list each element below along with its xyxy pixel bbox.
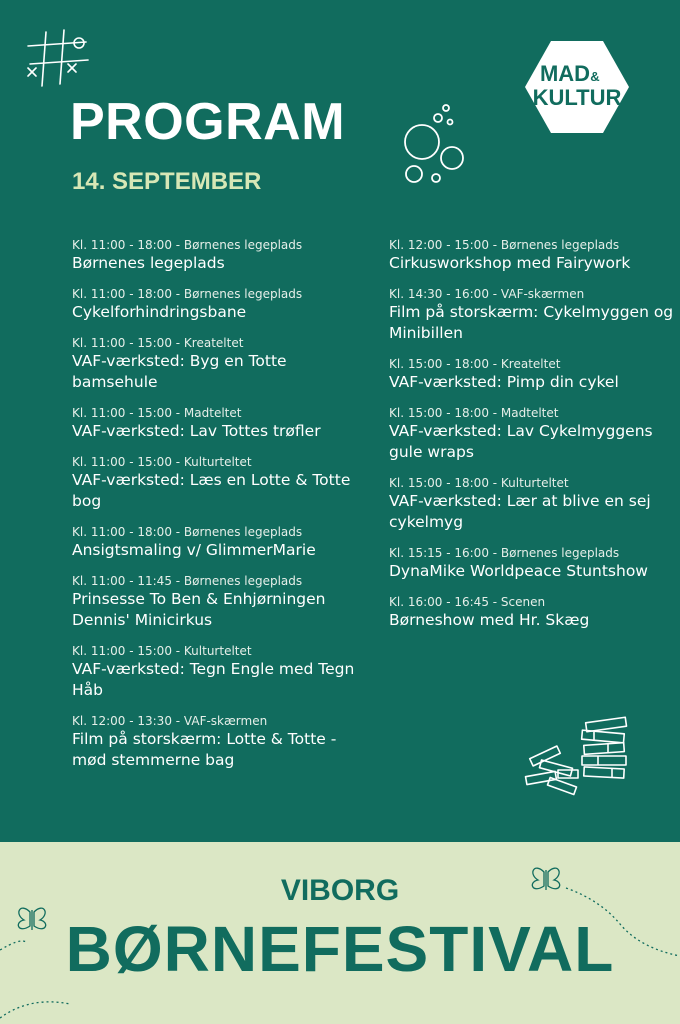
program-item-title: VAF-værksted: Byg en Totte bamsehule <box>72 352 287 391</box>
program-item <box>72 238 372 274</box>
program-item-time-location: Kl. 12:00 - 15:00 - Børnenes legeplads <box>389 238 620 252</box>
program-item-time-location: Kl. 11:00 - 18:00 - Børnenes legeplads <box>72 238 303 252</box>
program-item-time-location: Kl. 16:00 - 16:45 - Scenen <box>389 595 546 609</box>
program-item <box>389 595 679 631</box>
program-item <box>72 644 372 701</box>
program-item <box>389 476 679 533</box>
program-item-title: VAF-værksted: Tegn Engle med Tegn Håb <box>72 660 355 699</box>
page-title: PROGRAM <box>70 93 346 151</box>
program-item-title: Børneshow med Hr. Skæg <box>389 611 590 629</box>
program-item-time-location: Kl. 14:30 - 16:00 - VAF-skærmen <box>389 287 585 301</box>
program-item-time-location: Kl. 11:00 - 15:00 - Madteltet <box>72 406 242 420</box>
program-item <box>389 546 679 582</box>
program-item <box>72 406 372 442</box>
program-item-time-location: Kl. 11:00 - 18:00 - Børnenes legeplads <box>72 525 303 539</box>
program-item <box>72 455 372 512</box>
program-item-title: VAF-værksted: Læs en Lotte & Totte bog <box>72 471 351 510</box>
bubbles-icon <box>402 98 468 186</box>
program-item-time-location: Kl. 15:00 - 18:00 - Kreateltet <box>389 357 561 371</box>
festival-city: VIBORG <box>280 874 400 907</box>
program-item-title: VAF-værksted: Lav Tottes trøfler <box>72 422 321 440</box>
program-item-time-location: Kl. 11:00 - 18:00 - Børnenes legeplads <box>72 287 303 301</box>
program-item-time-location: Kl. 11:00 - 11:45 - Børnenes legeplads <box>72 574 303 588</box>
program-item-title: Prinsesse To Ben & Enhjørningen Dennis' Minicirkus <box>72 590 326 629</box>
jenga-blocks-icon <box>522 712 634 800</box>
events-left-column <box>72 238 372 784</box>
program-item-title: VAF-værksted: Lær at blive en sej cykelmyg <box>389 492 651 531</box>
program-item-title: Film på storskærm: Cykelmyggen og Minibillen <box>389 303 674 342</box>
program-item <box>389 357 679 393</box>
event-date: 14. SEPTEMBER <box>72 168 262 195</box>
program-item-time-location: Kl. 15:00 - 18:00 - Madteltet <box>389 406 559 420</box>
program-item-title: Ansigtsmaling v/ GlimmerMarie <box>72 541 316 559</box>
butterfly-icon <box>520 860 680 960</box>
mad-kultur-logo <box>525 41 629 133</box>
program-item-time-location: Kl. 12:00 - 13:30 - VAF-skærmen <box>72 714 268 728</box>
program-item-title: Cykelforhindringsbane <box>72 303 247 321</box>
program-item <box>72 525 372 561</box>
program-item-title: Film på storskærm: Lotte & Totte - mød stemmerne bag <box>72 730 337 769</box>
program-item-time-location: Kl. 15:00 - 18:00 - Kulturteltet <box>389 476 569 490</box>
program-item <box>72 287 372 323</box>
program-item-title: Cirkusworkshop med Fairywork <box>389 254 631 272</box>
program-item-time-location: Kl. 15:15 - 16:00 - Børnenes legeplads <box>389 546 620 560</box>
program-item <box>72 336 372 393</box>
program-item <box>72 574 372 631</box>
events-right-column <box>389 238 679 644</box>
program-item-title: Børnenes legeplads <box>72 254 225 272</box>
logo-ampersand: & <box>590 69 600 84</box>
program-item-title: VAF-værksted: Lav Cykelmyggens gule wraps <box>389 422 653 461</box>
logo-text-bottom: KULTUR <box>532 85 622 110</box>
logo-text-top: MAD <box>539 61 591 86</box>
program-item-time-location: Kl. 11:00 - 15:00 - Kulturteltet <box>72 644 252 658</box>
program-item <box>389 287 679 344</box>
program-item <box>389 406 679 463</box>
program-item <box>72 714 372 771</box>
butterfly-icon <box>0 900 80 1024</box>
tic-tac-toe-icon <box>24 28 90 88</box>
program-item-title: VAF-værksted: Pimp din cykel <box>389 373 619 391</box>
festival-name: BØRNEFESTIVAL <box>65 913 615 985</box>
program-item-time-location: Kl. 11:00 - 15:00 - Kreateltet <box>72 336 244 350</box>
program-item <box>389 238 679 274</box>
program-item-time-location: Kl. 11:00 - 15:00 - Kulturteltet <box>72 455 252 469</box>
program-item-title: DynaMike Worldpeace Stuntshow <box>389 562 648 580</box>
